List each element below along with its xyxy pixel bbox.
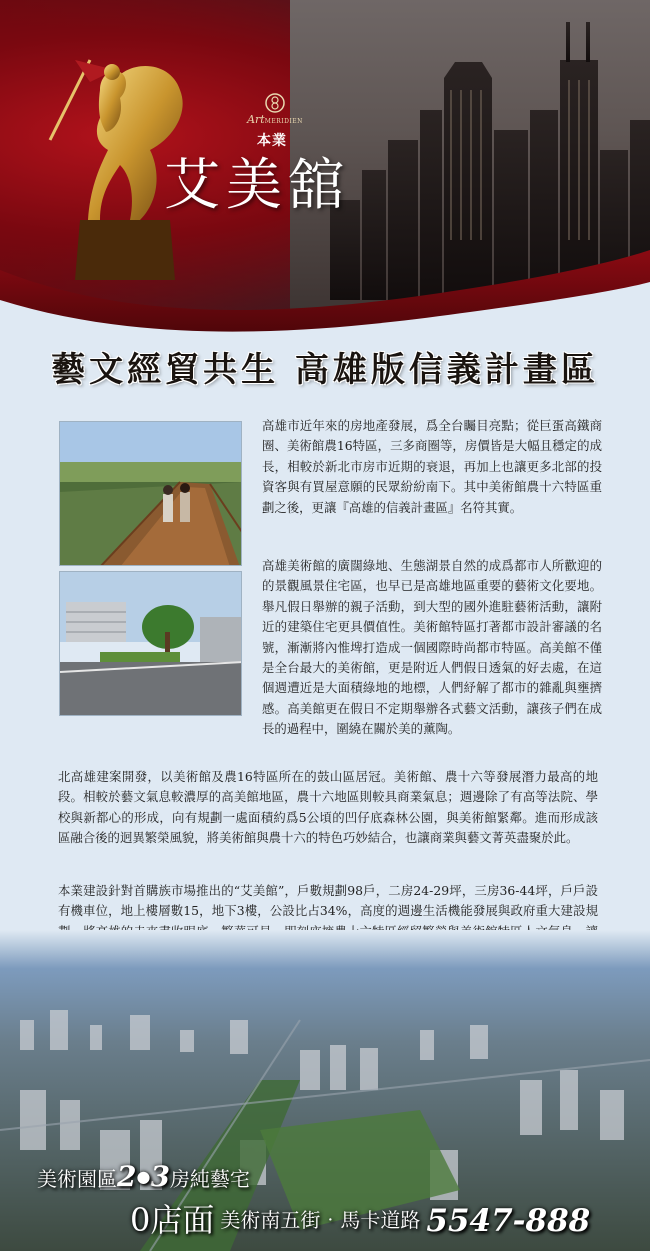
paragraph-district-development: 北高雄建案開發，以美術館及農16特區所在的鼓山區居冠。美術館、農十六等發展潛力最高的地段。相較於藝文氣息較濃厚的高美館地區，農十六地區則較具商業氣息；週邊除了有高等法院、學校與新都心的形成，向有規劃一處面積約爲5公頃的凹仔底森林公園，與美術館緊鄰。進而形成該區融合後的迥異繁榮風貌，將美術館與農十六的特色巧妙結合，也讓商業與藝文菁英盡聚於此。 <box>58 769 598 846</box>
slogan-contact <box>130 1195 590 1241</box>
museum-street-photo <box>59 571 242 716</box>
boardwalk-photo <box>59 421 242 566</box>
project-name: 艾美舘 <box>164 153 350 218</box>
slogan-num-b: 3 <box>150 1160 170 1193</box>
slogan-address: 美術南五街‧馬卡道路 <box>220 1208 421 1232</box>
wave-divider <box>0 220 650 340</box>
slogan-dot: ● <box>136 1167 151 1186</box>
logo-script-text: Art <box>247 113 265 126</box>
slogan-no-shop: 0店面 <box>130 1201 215 1239</box>
company-name: 本業 <box>257 133 287 149</box>
logo-sub-text: MERIDIEN <box>264 118 303 125</box>
paragraph-art-museum: 高雄美術館的廣闊綠地、生態湖景自然的成爲都市人所歡迎的的景觀風景住宅區，也早已是高雄地區重要的藝術文化要地。舉凡假日舉辦的親子活動，到大型的國外進駐藝術活動，讓附近的建築住宅更具價值性。美術館特區打著都市設計審議的名號，漸漸將內惟埤打造成一個國際時尚都市特區。高美館不僅是全台最大的美術館，更是附近人們假日透氣的好去處，在這個週遭近是大面積綠地的地標，人們紓解了都市的雜亂與壅擠感。高美館更在假日不定期舉辦各式藝文活動，讓孩子們在成長的過程中，圍繞在關於美的薰陶。 <box>262 558 602 737</box>
slogan-area: 美術園區 <box>37 1167 117 1191</box>
slogan-num-a: 2 <box>117 1160 137 1193</box>
brand-logo <box>240 92 310 127</box>
paragraph-project-details: 本業建設針對首購族市場推出的“艾美館”，戶數規劃98戶，二房24-29坪，三房36-44坪，戶戶設有機車位，地上樓層數15，地下3樓，公設比占34%，高度的週邊生活機能發展與政府重大建設規 <box>58 883 598 919</box>
page-headline: 藝文經貿共生 高雄版信義計畫區 <box>51 350 599 390</box>
slogan-rooms <box>37 1160 250 1193</box>
paragraph-market-overview: 高雄市近年來的房地產發展，爲全台矚目亮點；從巨蛋高鐵商圈、美術館農16特區，三多商圈等，房價皆是大幅且穩定的成長，相較於新北市房市近期的衰退，再加上也讓更多北部的投資客與有買屋意願的民眾紛紛南下。其中美術館農十六特區重劃之後，更讓『高雄的信義計畫區』名符其實。 <box>262 418 602 515</box>
slogan-phone: 5547-888 <box>426 1203 591 1239</box>
hero-banner <box>0 0 650 340</box>
logo-wordmark <box>240 114 310 127</box>
logo-emblem-icon <box>264 92 286 114</box>
slogan-room-text: 房純藝宅 <box>169 1167 250 1191</box>
